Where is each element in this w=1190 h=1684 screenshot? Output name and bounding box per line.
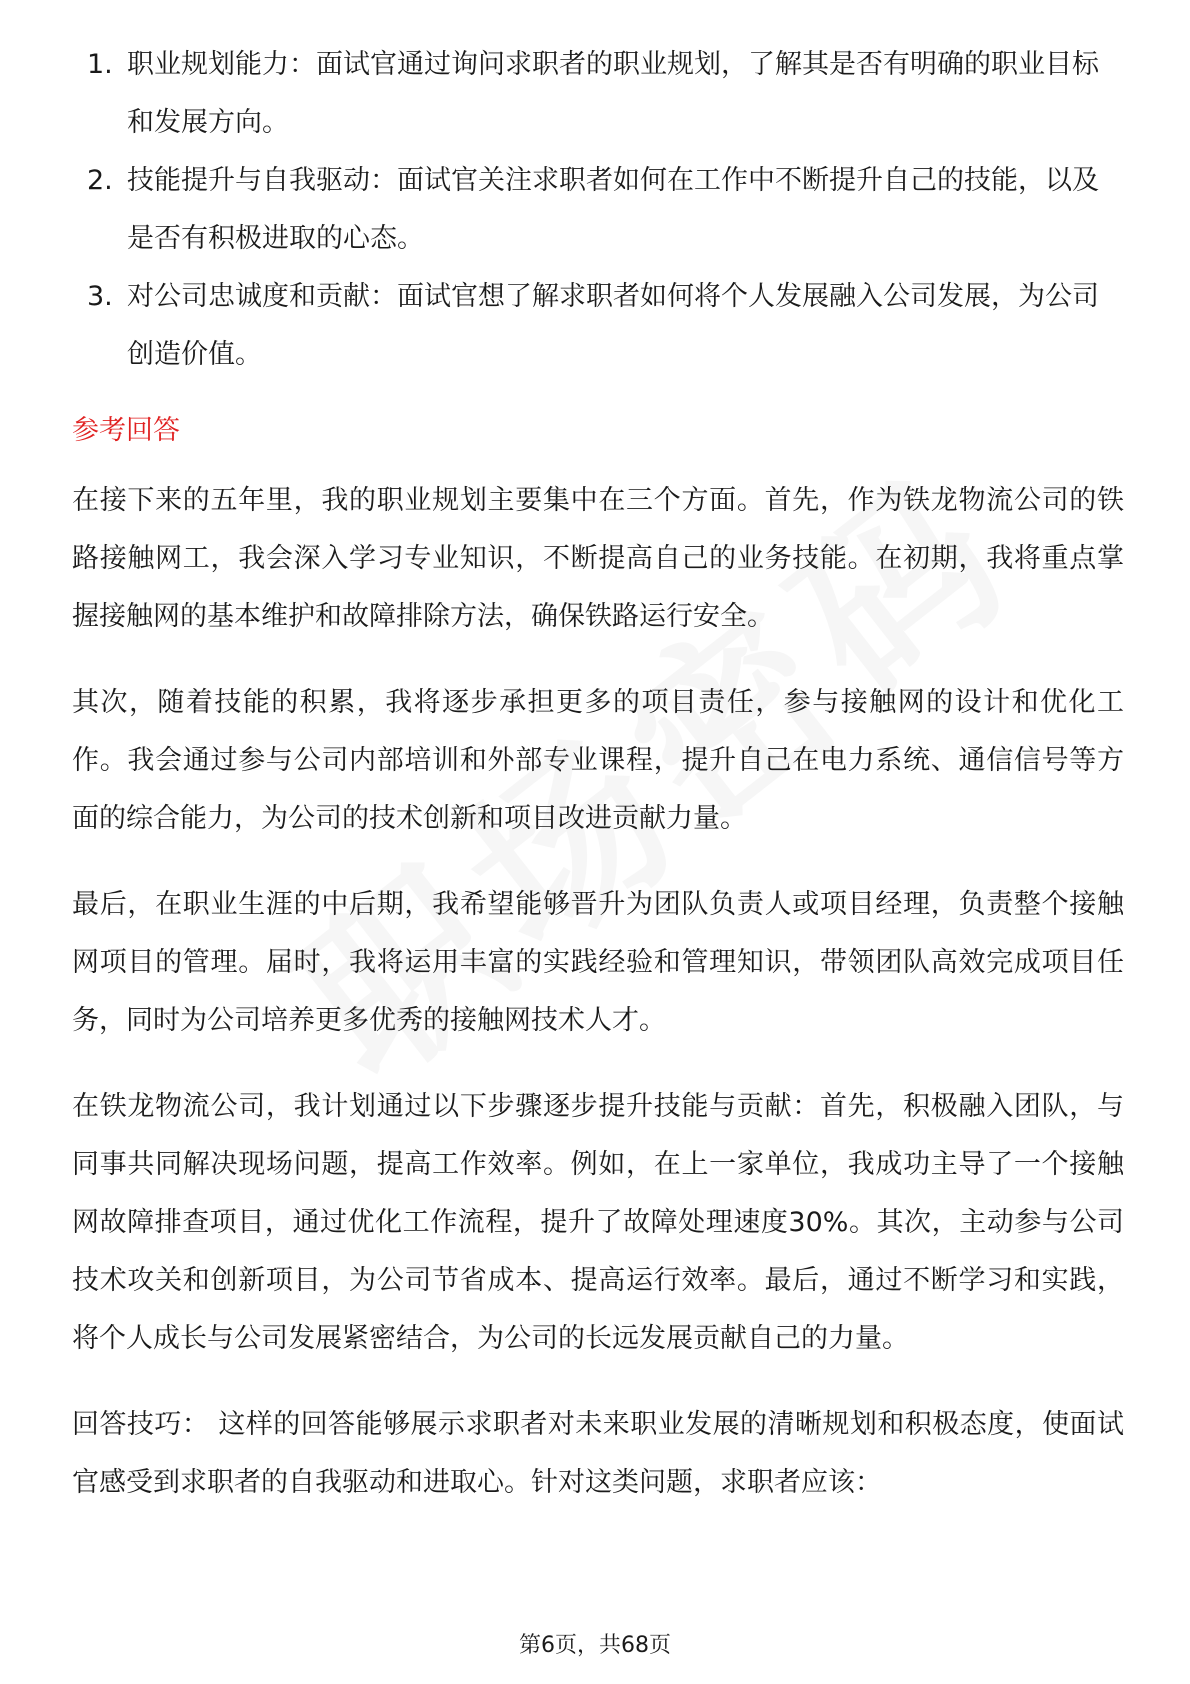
paragraph: 最后，在职业生涯的中后期，我希望能够晋升为团队负责人或项目经理，负责整个接触网项目的管理。届时，我将运用丰富的实践经验和管理知识，带领团队高效完成项目任务，同时为公司培养更多优秀的接触网技术人才。 — [72, 889, 1124, 1036]
numbered-list — [72, 36, 1124, 384]
list-item-text: 技能提升与自我驱动：面试官关注求职者如何在工作中不断提升自己的技能，以及是否有积极进取的心态。 — [127, 165, 1099, 254]
page-content — [72, 36, 1124, 1540]
list-item — [72, 268, 1124, 384]
list-item — [72, 36, 1124, 152]
list-number: 3. — [87, 281, 113, 312]
paragraph: 在接下来的五年里，我的职业规划主要集中在三个方面。首先，作为铁龙物流公司的铁路接触网工，我会深入学习专业知识，不断提高自己的业务技能。在初期，我将重点掌握接触网的基本维护和故障排除方法，确保铁路运行安全。 — [72, 485, 1124, 632]
paragraph: 其次，随着技能的积累，我将逐步承担更多的项目责任，参与接触网的设计和优化工作。我会通过参与公司内部培训和外部专业课程，提升自己在电力系统、通信信号等方面的综合能力，为公司的技术创新和项目改进贡献力量。 — [72, 687, 1124, 834]
paragraph: 回答技巧： 这样的回答能够展示求职者对未来职业发展的清晰规划和积极态度，使面试官感受到求职者的自我驱动和进取心。针对这类问题，求职者应该： — [72, 1409, 1124, 1498]
list-item — [72, 152, 1124, 268]
list-item-text: 职业规划能力：面试官通过询问求职者的职业规划，了解其是否有明确的职业目标和发展方向。 — [127, 49, 1099, 138]
list-number: 2. — [87, 165, 113, 196]
section-heading: 参考回答 — [72, 415, 180, 446]
page-footer: 第6页，共68页 — [519, 1633, 671, 1658]
paragraph: 在铁龙物流公司，我计划通过以下步骤逐步提升技能与贡献：首先，积极融入团队，与同事共同解决现场问题，提高工作效率。例如，在上一家单位，我成功主导了一个接触网故障排查项目，通过优化工作流程，提升了故障处理速度30%。其次，主动参与公司技术攻关和创新项目，为公司节省成本、提高运行效率。最后，通过不断学习和实践，将个人成长与公司发展紧密结合，为公司的长远发展贡献自己的力量。 — [72, 1091, 1124, 1354]
list-item-text: 对公司忠诚度和贡献：面试官想了解求职者如何将个人发展融入公司发展，为公司创造价值。 — [127, 281, 1099, 370]
list-number: 1. — [87, 49, 113, 80]
